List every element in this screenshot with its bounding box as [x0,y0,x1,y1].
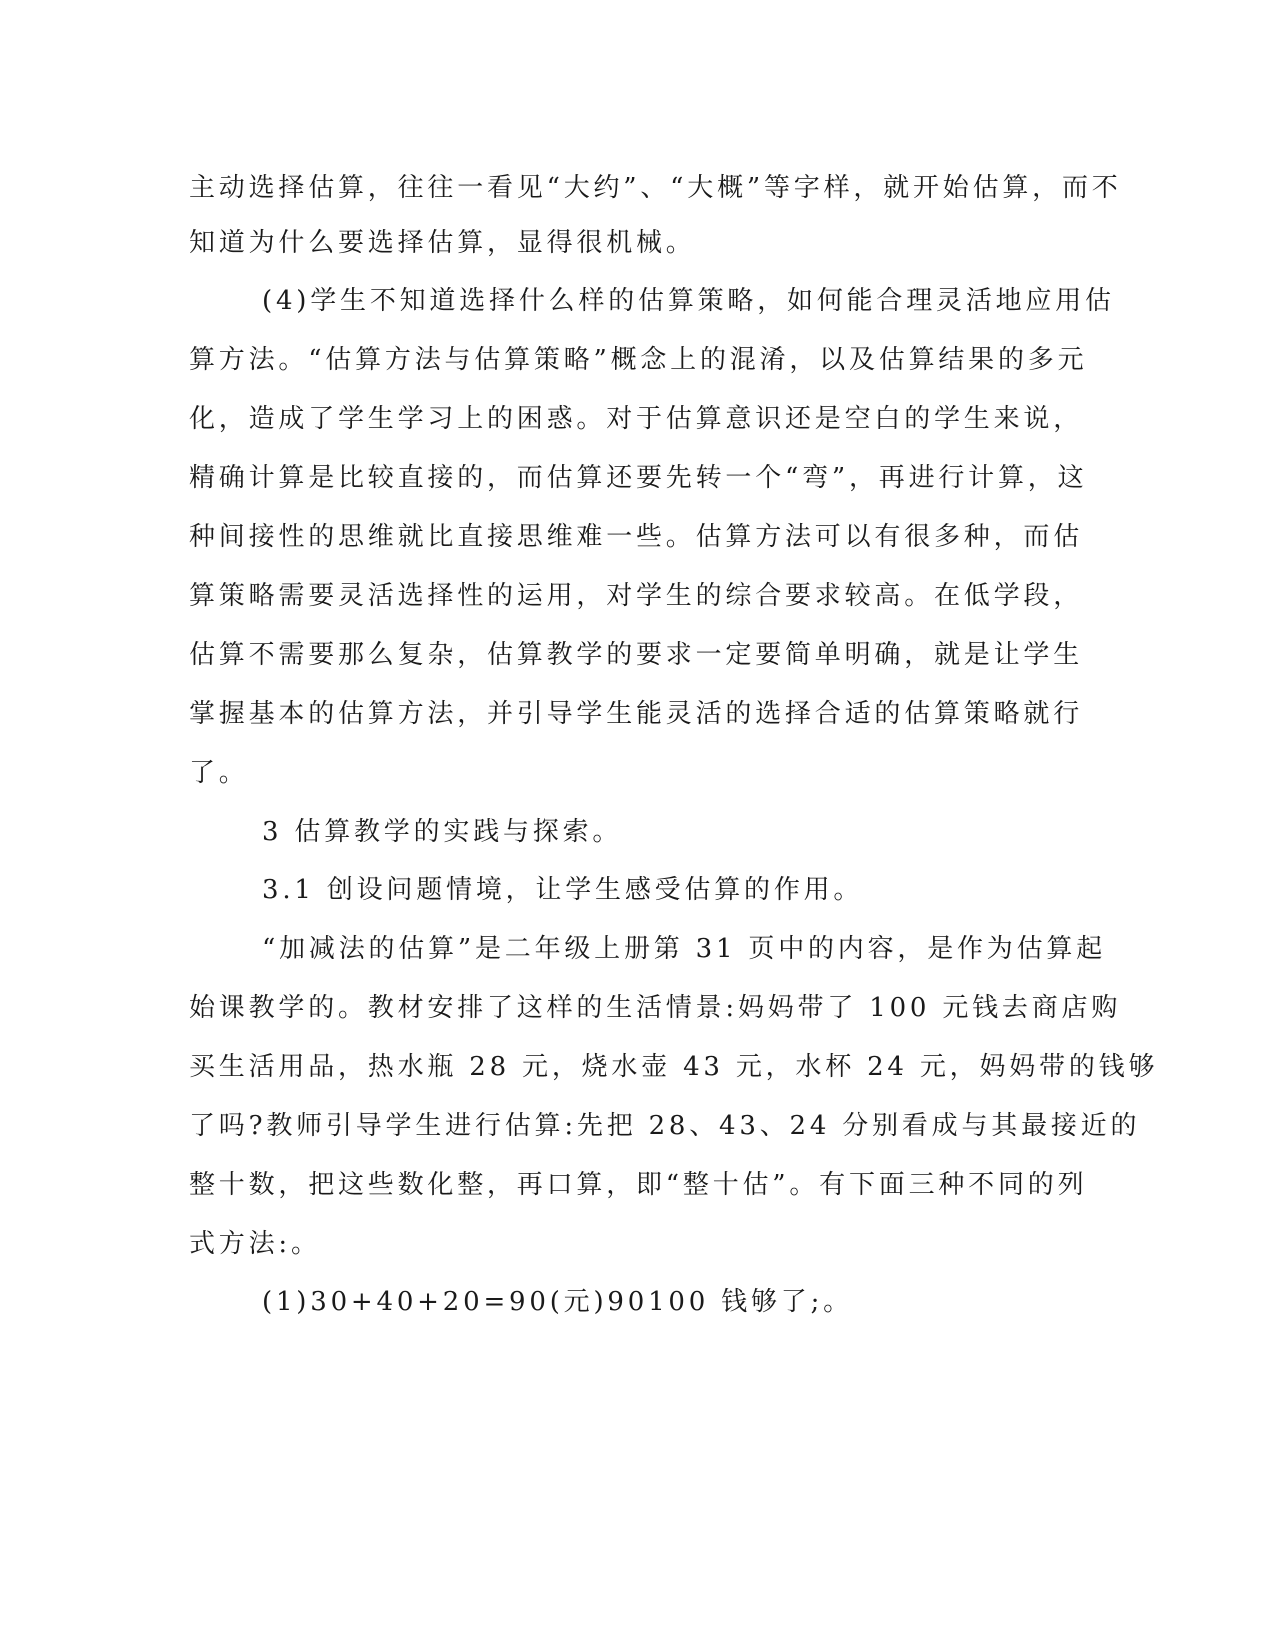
paragraph-line-9: 估算不需要那么复杂，估算教学的要求一定要简单明确，就是让学生 [189,640,1084,670]
subsection-heading: 3.1 创设问题情境，让学生感受估算的作用。 [262,875,864,905]
paragraph-line-1: 主动选择估算，往往一看见“大约”、“大概”等字样，就开始估算，而不 [189,173,1122,203]
paragraph-line-18: 整十数，把这些数化整，再口算，即“整十估”。有下面三种不同的列 [189,1170,1088,1200]
paragraph-line-6: 精确计算是比较直接的，而估算还要先转一个“弯”，再进行计算，这 [189,463,1088,493]
paragraph-line-3: (4)学生不知道选择什么样的估算策略，如何能合理灵活地应用估 [262,286,1115,316]
paragraph-line-15: 始课教学的。教材安排了这样的生活情景:妈妈带了 100 元钱去商店购 [189,993,1122,1023]
paragraph-line-11: 了。 [189,758,249,788]
section-heading: 3 估算教学的实践与探索。 [262,817,623,847]
paragraph-line-7: 种间接性的思维就比直接思维难一些。估算方法可以有很多种，而估 [189,522,1084,552]
formula-line: (1)30+40+20=90(元)90100 钱够了;。 [262,1287,853,1317]
paragraph-line-19: 式方法:。 [189,1229,321,1259]
paragraph-line-2: 知道为什么要选择估算，显得很机械。 [189,228,696,258]
paragraph-line-17: 了吗?教师引导学生进行估算:先把 28、43、24 分别看成与其最接近的 [189,1111,1141,1141]
paragraph-line-10: 掌握基本的估算方法，并引导学生能灵活的选择合适的估算策略就行 [189,699,1084,729]
paragraph-line-8: 算策略需要灵活选择性的运用，对学生的综合要求较高。在低学段， [189,581,1084,611]
paragraph-line-16: 买生活用品，热水瓶 28 元，烧水壶 43 元，水杯 24 元，妈妈带的钱够 [189,1052,1159,1082]
paragraph-line-14: “加减法的估算”是二年级上册第 31 页中的内容，是作为估算起 [262,934,1106,964]
paragraph-line-5: 化，造成了学生学习上的困惑。对于估算意识还是空白的学生来说， [189,404,1084,434]
paragraph-line-4: 算方法。“估算方法与估算策略”概念上的混淆，以及估算结果的多元 [189,345,1088,375]
